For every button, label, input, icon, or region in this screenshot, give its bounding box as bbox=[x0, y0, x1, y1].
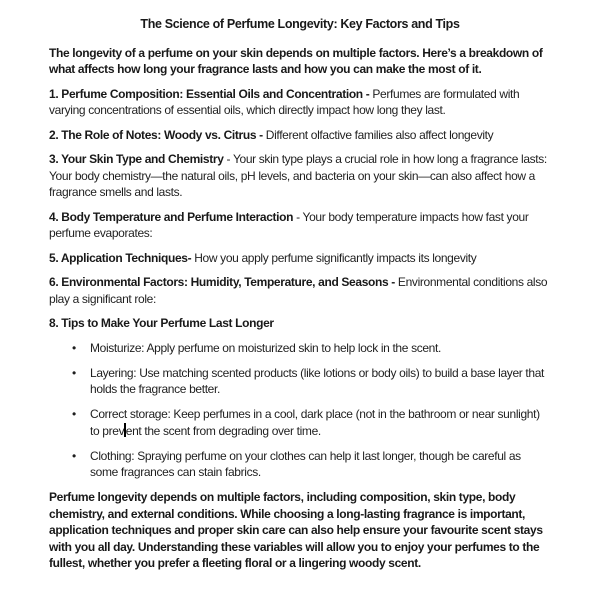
tips-heading[interactable]: 8. Tips to Make Your Perfume Last Longer bbox=[49, 316, 274, 330]
section-2-paragraph[interactable] bbox=[49, 127, 551, 144]
tips-list bbox=[49, 340, 551, 481]
section-5-heading: 5. Application Techniques- bbox=[49, 250, 192, 265]
section-3-paragraph[interactable] bbox=[49, 151, 551, 201]
document-title: The Science of Perfume Longevity: Key Factors and Tips bbox=[140, 17, 460, 31]
section-6-paragraph[interactable] bbox=[49, 274, 551, 307]
section-4-body: - Your body temperature impacts how fast your perfume evaporates: bbox=[49, 209, 529, 240]
section-1-paragraph[interactable] bbox=[49, 86, 551, 119]
bullet-text: Clothing: Spraying perfume on your clothes can help it last longer, though be careful as some fragrances can stain fabrics. bbox=[90, 448, 521, 479]
list-item-correct-storage[interactable] bbox=[49, 406, 551, 439]
bullet-text: Moisturize: Apply perfume on moisturized skin to help lock in the scent. bbox=[90, 340, 441, 355]
intro-paragraph[interactable]: The longevity of a perfume on your skin depends on multiple factors. Here’s a breakdown of what affects how long your fragrance lasts and how you can make the most of it. bbox=[49, 45, 543, 76]
list-item-moisturize[interactable] bbox=[49, 340, 551, 357]
list-item-layering[interactable] bbox=[49, 365, 551, 398]
section-5-body: How you apply perfume significantly impacts its longevity bbox=[191, 250, 477, 265]
bullet-text: Layering: Use matching scented products (like lotions or body oils) to build a base layer that holds the fragrance better. bbox=[90, 365, 545, 396]
section-3-body: - Your skin type plays a crucial role in how long a fragrance lasts: Your body chemistry—the natural oils, pH levels, and bacteria on your skin—can also affect how a fragrance smells and lasts. bbox=[49, 152, 547, 199]
bullet-text-after-cursor: ent the scent from degrading over time. bbox=[125, 423, 321, 438]
section-1-heading: 1. Perfume Composition: Essential Oils and Concentration - bbox=[49, 86, 370, 101]
section-6-heading: 6. Environmental Factors: Humidity, Temperature, and Seasons - bbox=[49, 275, 395, 289]
section-2-heading: 2. The Role of Notes: Woody vs. Citrus - bbox=[49, 127, 263, 142]
conclusion-paragraph[interactable]: Perfume longevity depends on multiple factors, including composition, skin type, body chemistry, and external conditions. While choosing a long-lasting fragrance is important, application techniques and proper skin care can also help ensure your favourite scent stays with you all day. Understanding these variables will allow you to enjoy your perfumes to the fullest, whether you prefer a fleeting floral or a lingering woody scent. bbox=[49, 490, 543, 570]
section-1-body: Perfumes are formulated with varying concentrations of essential oils, which directly impact how long they last. bbox=[49, 86, 520, 117]
section-4-heading: 4. Body Temperature and Perfume Interaction bbox=[49, 209, 294, 224]
section-2-body: Different olfactive families also affect longevity bbox=[262, 127, 494, 142]
section-3-heading: 3. Your Skin Type and Chemistry bbox=[49, 152, 224, 166]
section-4-paragraph[interactable] bbox=[49, 209, 551, 242]
list-item-clothing[interactable] bbox=[49, 448, 551, 481]
section-6-body: Environmental conditions also play a significant role: bbox=[49, 275, 548, 306]
bullet-text-before-cursor: Correct storage: Keep perfumes in a cool, dark place (not in the bathroom or near sunlight) to prev bbox=[90, 407, 540, 438]
section-5-paragraph[interactable] bbox=[49, 250, 551, 267]
